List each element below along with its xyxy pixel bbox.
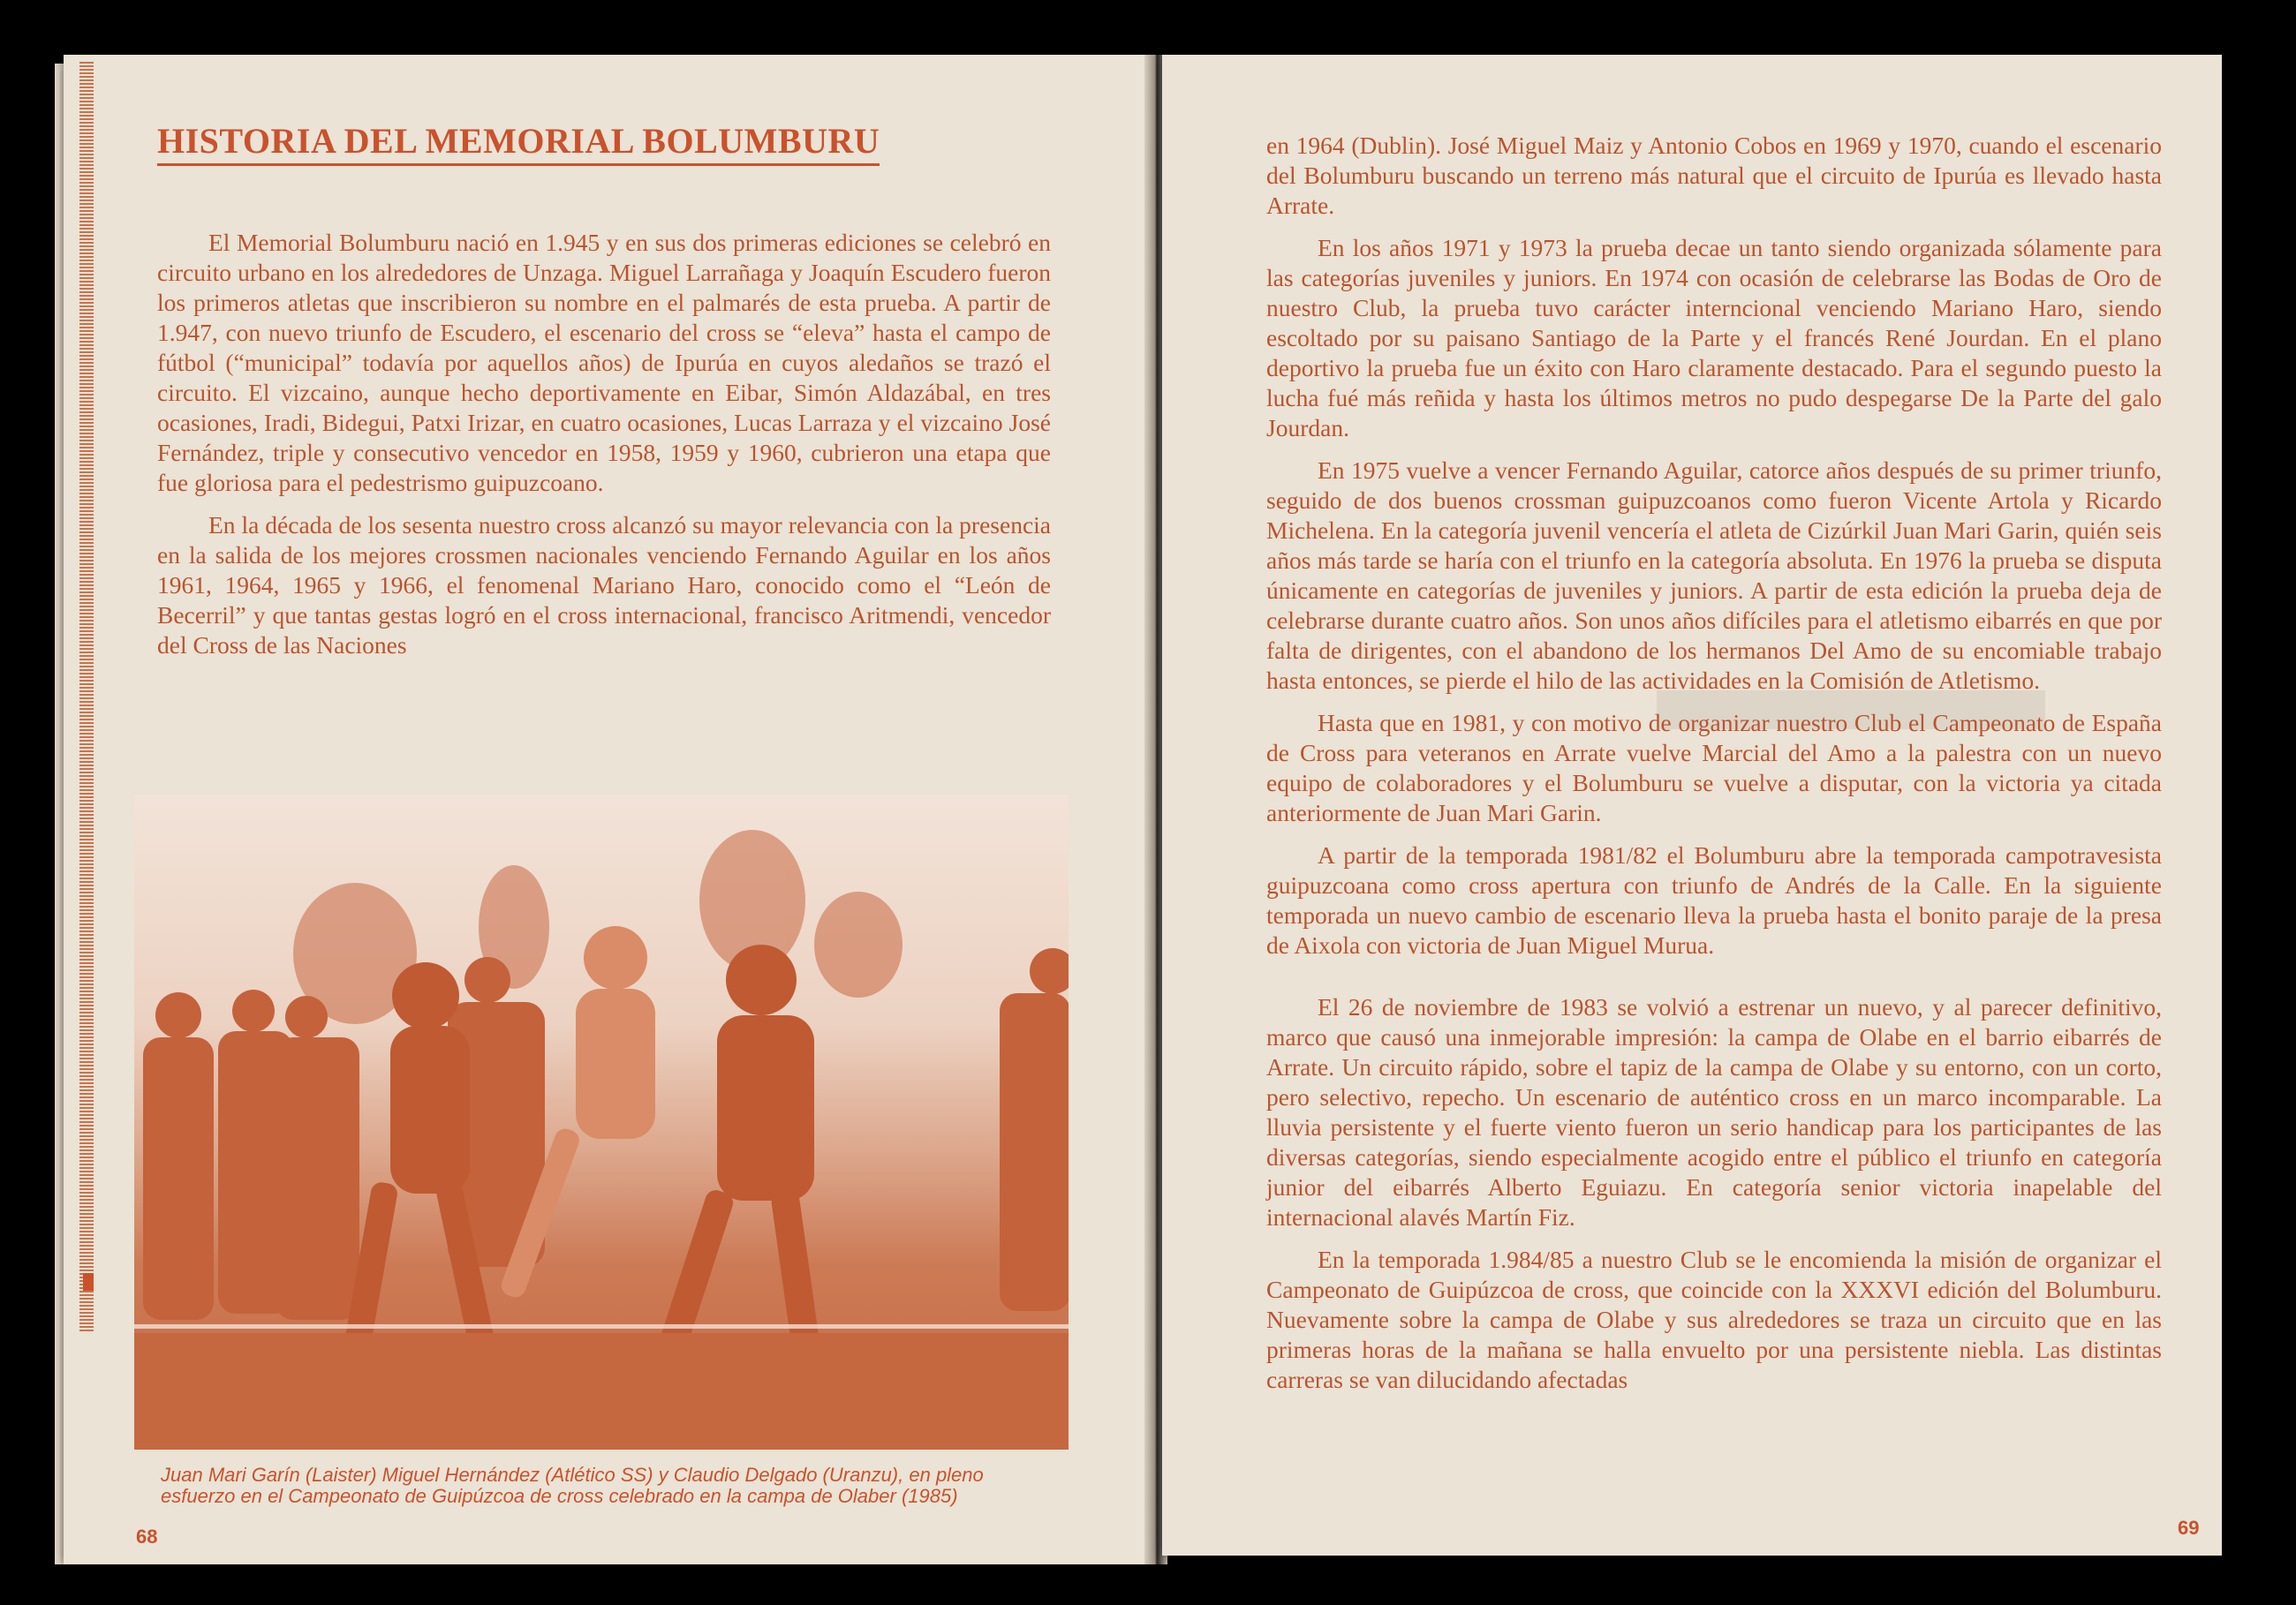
edge-marker xyxy=(83,1273,94,1291)
article-title: HISTORIA DEL MEMORIAL BOLUMBURU xyxy=(157,120,880,166)
page-number-left: 68 xyxy=(136,1526,158,1548)
right-page xyxy=(1162,55,2222,1556)
paragraph: El 26 de noviembre de 1983 se volvió a estrenar un nuevo, y al parecer definitivo, marco que causó una inmejorable impresión: la campa de Olabe en el barrio eibarrés de Arrate. Un circuito rápido, sobre el tapiz de la campa de Olabe y su entorno, con un corto, pero selectivo, repecho. Un escenario de auténtico cross en un marco incomparable. La lluvia persistente y el fuerte viento fueron un serio handicap para los participantes de las diversas categorías, siendo especialmente acogido entre el público el triunfo en categoría junior del eibarrés Alberto Eguiazu. En categoría senior victoria inapelable del internacional alavés Martín Fiz. xyxy=(1266,993,2162,1231)
printed-edge-strip xyxy=(79,62,94,1333)
paragraph: Hasta que en 1981, y con motivo de organizar nuestro Club el Campeonato de España de Cross para veteranos en Arrate vuelve Marcial del Amo a la palestra con un nuevo equipo de colaboradores y el Bolumburu se vuelve a disputar, con la victoria ya citada anteriormente de Juan Mari Garin. xyxy=(1266,709,2162,826)
page-number-right: 69 xyxy=(2178,1517,2200,1539)
race-photo xyxy=(134,795,1069,1450)
paragraph: En la temporada 1.984/85 a nuestro Club se le encomienda la misión de organizar el Campeonato de Guipúzcoa de cross, que coincide con la XXXVI edición del Bolumburu. Nuevamente sobre la campa de Olabe y sus alrededores se traza un circuito que en las primeras horas de la mañana se halla envuelto por una persistente niebla. Las distintas carreras se van dilucidando afectadas xyxy=(1266,1246,2162,1393)
paragraph: A partir de la temporada 1981/82 el Bolumburu abre la temporada campotravesista guipuzcoana como cross apertura con triunfo de Andrés de la Calle. En la siguiente temporada un nuevo cambio de escenario lleva la prueba hasta el bonito paraje de la presa de Aixola con victoria de Juan Miguel Murua. xyxy=(1266,841,2162,959)
right-body-text xyxy=(1266,131,2162,1407)
paragraph: En 1975 vuelve a vencer Fernando Aguilar, catorce años después de su primer triunfo, seguido de dos buenos crossman guipuzcoanos como fueron Vicente Artola y Ricardo Michelena. En la categoría juvenil vencería el atleta de Cizúrkil Juan Mari Garin, quién seis años más tarde se haría con el triunfo en la categoría absoluta. En 1976 la prueba se disputa únicamente en categorías de juveniles y juniors. A partir de esta edición la prueba deja de celebrarse durante cuatro años. Son unos años difíciles para el atletismo eibarrés en que por falta de dirigentes, con el abandono de los hermanos Del Amo de su encomiable trabajo hasta entonces, se pierde el hilo de las actividades en la Comisión de Atletismo. xyxy=(1266,456,2162,694)
paragraph: En la década de los sesenta nuestro cross alcanzó su mayor relevancia con la presencia en la salida de los mejores crossmen nacionales venciendo Fernando Aguilar en los años 1961, 1964, 1965 y 1966, el fenomenal Mariano Haro, conocido como el “León de Becerril” y que tantas gestas logró en el cross internacional, francisco Aritmendi, vencedor del Cross de las Naciones xyxy=(157,511,1051,659)
left-page xyxy=(64,55,1157,1564)
left-body-text xyxy=(157,228,1051,673)
photo-caption: Juan Mari Garín (Laister) Miguel Hernández (Atlético SS) y Claudio Delgado (Uranzu), en pleno esfuerzo en el Campeonato de Guipúzcoa de cross celebrado en la campa de Olaber (1985) xyxy=(161,1464,984,1507)
paragraph: El Memorial Bolumburu nació en 1.945 y en sus dos primeras ediciones se celebró en circuito urbano en los alrededores de Unzaga. Miguel Larrañaga y Joaquín Escudero fueron los primeros atletas que inscribieron su nombre en el palmarés de esta prueba. A partir de 1.947, con nuevo triunfo de Escudero, el escenario del cross se “eleva” hasta el campo de fútbol (“municipal” todavía por aquellos años) de Ipurúa en cuyos aledaños se trazó el circuito. El vizcaino, aunque hecho deportivamente en Eibar, Simón Aldazábal, en tres ocasiones, Iradi, Bidegui, Patxi Irizar, en cuatro ocasiones, Lucas Larraza y el vizcaino José Fernández, triple y consecutivo vencedor en 1958, 1959 y 1960, cubrieron una etapa que fue gloriosa para el pedestrismo guipuzcoano. xyxy=(157,229,1051,496)
race-photo-illustration xyxy=(134,795,1069,1450)
paragraph: En los años 1971 y 1973 la prueba decae un tanto siendo organizada sólamente para las categorías juveniles y juniors. En 1974 con ocasión de celebrarse las Bodas de Oro de nuestro Club, la prueba tuvo carácter interncional venciendo Mariano Haro, siendo escoltado por su paisano Santiago de la Parte y el francés René Jourdan. En el plano deportivo la prueba fue un éxito con Haro claramente destacado. Para el segundo puesto la lucha fué más reñida y hasta los últimos metros no pudo despegarse De la Parte del galo Jourdan. xyxy=(1266,234,2162,441)
paragraph: en 1964 (Dublin). José Miguel Maiz y Antonio Cobos en 1969 y 1970, cuando el escenario del Bolumburu buscando un terreno más natural que el circuito de Ipurúa es llevado hasta Arrate. xyxy=(1266,132,2162,219)
